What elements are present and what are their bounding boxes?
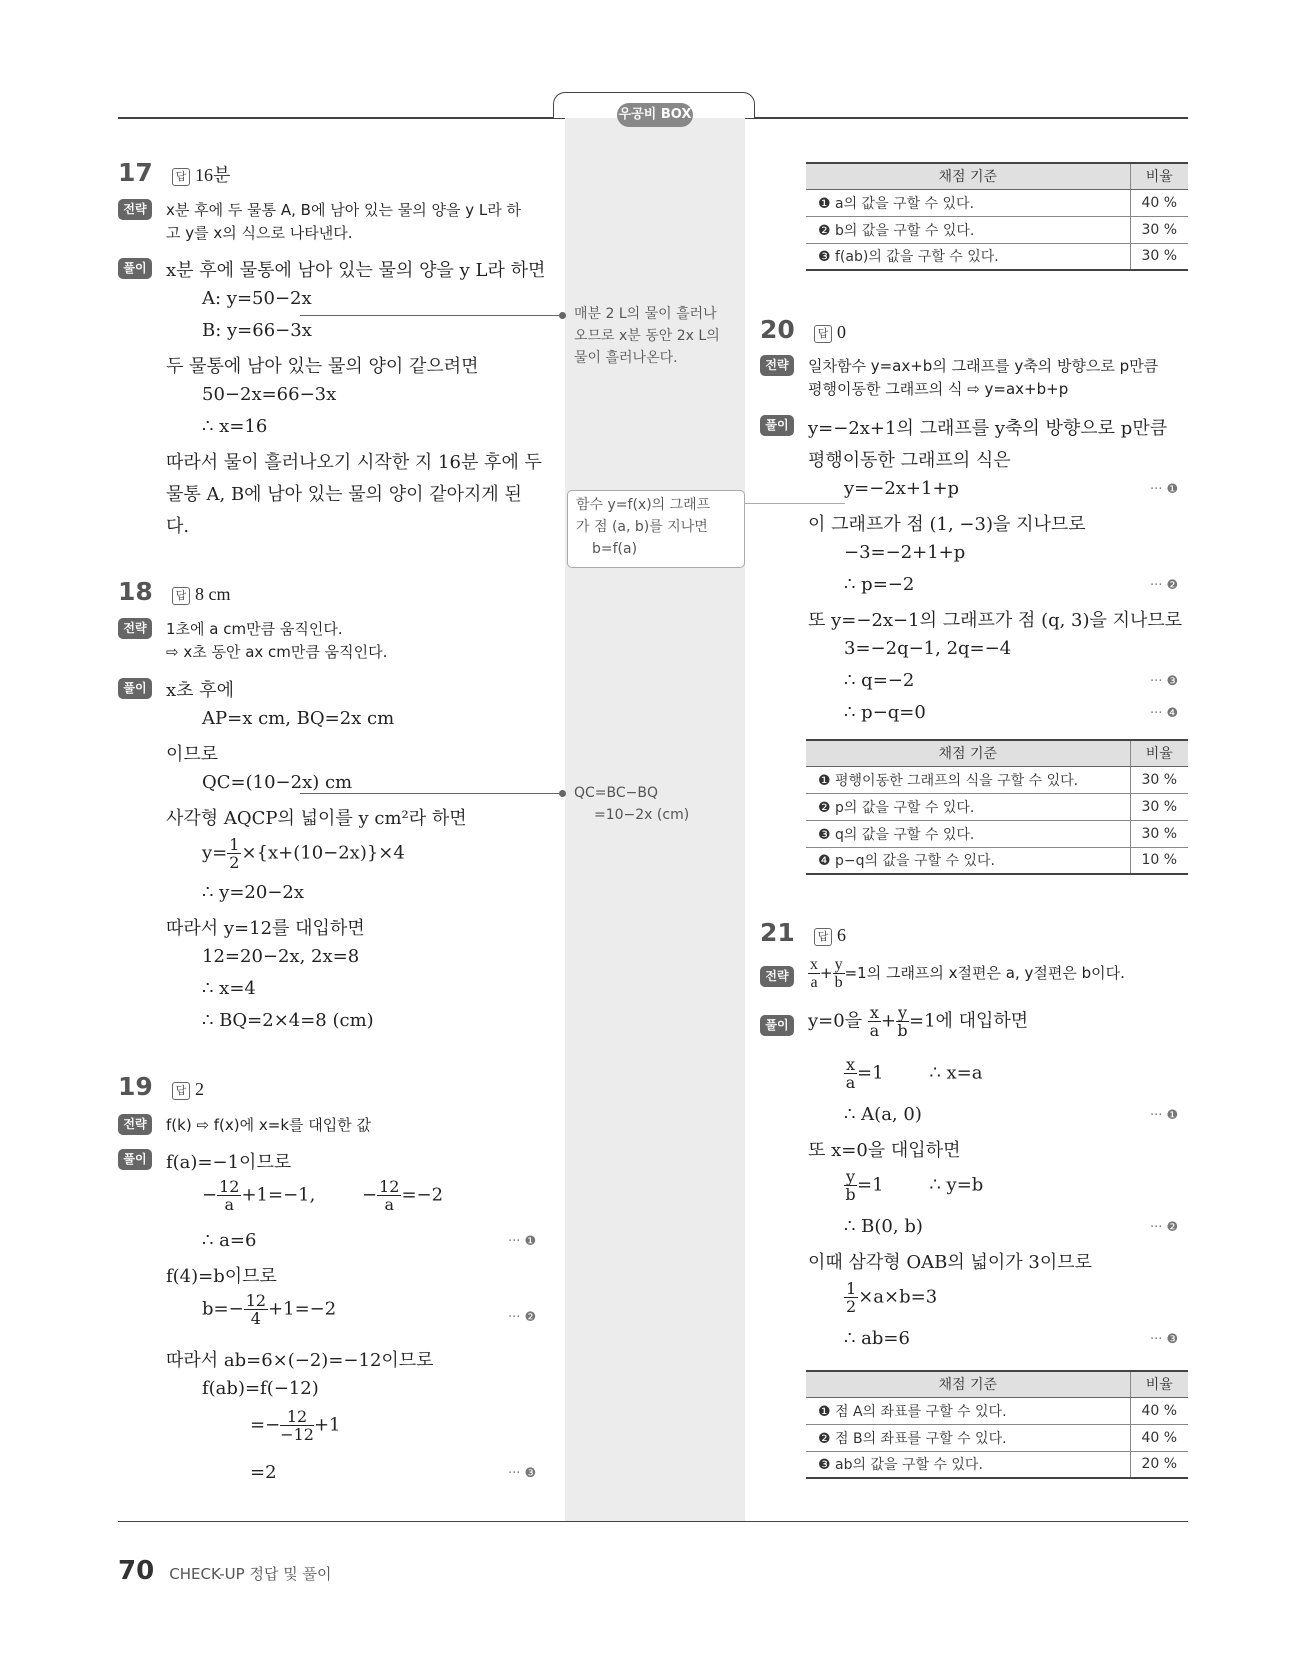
denominator: b	[834, 974, 843, 991]
criterion: ❸ q의 값을 구할 수 있다.	[806, 820, 1130, 847]
denominator: a	[224, 1195, 235, 1214]
page-number: 70	[118, 1556, 155, 1586]
tip-line: b=f(a)	[592, 541, 638, 557]
strategy-text: 고 y를 x의 식으로 나타낸다.	[166, 224, 353, 242]
solution-line: 이때 삼각형 OAB의 넓이가 3이므로	[808, 1252, 1092, 1273]
fraction	[227, 836, 241, 871]
problem-21-header	[760, 918, 846, 947]
solution-line: y=−2x+1의 그래프를 y축의 방향으로 p만큼	[808, 418, 1168, 439]
solution-line: ∴ x=4	[202, 978, 256, 999]
answer-value: 2	[194, 1079, 204, 1099]
tip-text	[576, 494, 710, 560]
criterion: ❸ f(ab)의 값을 구할 수 있다.	[806, 243, 1130, 270]
solution-line: =2	[250, 1462, 277, 1483]
solution-line: 따라서 y=12를 대입하면	[166, 918, 365, 939]
numerator: y	[897, 1003, 907, 1022]
ratio: 40 %	[1130, 189, 1188, 216]
equation	[844, 1056, 982, 1091]
strategy-suffix: =1의 그래프의 x절편은 a, y절편은 b이다.	[844, 964, 1125, 982]
equation	[844, 1280, 937, 1315]
denominator: −12	[280, 1425, 314, 1444]
criterion: ❶ 평행이동한 그래프의 식을 구할 수 있다.	[806, 766, 1130, 793]
fraction	[844, 1280, 858, 1315]
numerator: x	[810, 956, 818, 973]
side-note-line: 매분 2 L의 물이 흘러나	[574, 306, 717, 322]
answer-value: 0	[836, 322, 846, 342]
solution-badge: 풀이	[118, 678, 152, 699]
table-row	[806, 820, 1188, 847]
step-marker: ··· ❶	[1150, 1108, 1179, 1123]
strategy-badge: 전략	[118, 618, 152, 639]
expr-suffix: +1=−2	[268, 1298, 337, 1320]
solution-line: f(4)=b이므로	[166, 1266, 277, 1287]
solution-line: ∴ A(a, 0)	[844, 1104, 922, 1125]
column-header: 채점 기준	[806, 740, 1130, 766]
area-expression	[202, 836, 405, 871]
numerator: y	[846, 1167, 856, 1186]
grading-table-19	[806, 162, 1188, 271]
solution-line: 두 물통에 남아 있는 물의 양이 같으려면	[166, 356, 479, 377]
problem-17-header	[118, 158, 230, 187]
tip-connector	[745, 503, 845, 504]
book-title: CHECK-UP 정답 및 풀이	[169, 1565, 332, 1583]
ratio: 10 %	[1130, 847, 1188, 874]
criterion: ❶ a의 값을 구할 수 있다.	[806, 189, 1130, 216]
problem-18-header	[118, 577, 230, 606]
strategy-badge: 전략	[118, 1114, 152, 1135]
denominator: a	[845, 1073, 856, 1092]
solution-line: ∴ x=16	[202, 416, 268, 437]
fraction	[280, 1408, 314, 1443]
expr-prefix: =−	[250, 1414, 281, 1436]
grading-table-21	[806, 1370, 1188, 1479]
solution-line: ∴ B(0, b)	[844, 1216, 923, 1237]
answer-icon: 답	[172, 1082, 190, 1100]
side-note	[574, 303, 720, 369]
equation	[844, 1168, 983, 1203]
answer-icon: 답	[172, 168, 190, 186]
plus-sign: +	[880, 1010, 896, 1032]
ratio: 30 %	[1130, 243, 1188, 270]
side-note	[574, 782, 689, 826]
denominator: a	[384, 1195, 395, 1214]
expr-suffix: =−2	[401, 1184, 444, 1206]
step-marker: ··· ❸	[508, 1466, 537, 1481]
numerator: 12	[219, 1177, 240, 1196]
solution-line: y=−2x+1+p	[844, 478, 960, 499]
numerator: x	[869, 1003, 879, 1022]
answer-icon: 답	[814, 928, 832, 946]
denominator: a	[869, 1021, 880, 1040]
solution-line: 사각형 AQCP의 넓이를 y cm²라 하면	[166, 808, 467, 829]
solution-line: ∴ p=−2	[844, 574, 915, 595]
criterion: ❷ 점 B의 좌표를 구할 수 있다.	[806, 1424, 1130, 1451]
side-note-line: QC=BC−BQ	[574, 785, 659, 801]
minus-sign: −	[202, 1184, 218, 1206]
denominator: 2	[846, 1297, 857, 1316]
solution-line: 12=20−2x, 2x=8	[202, 946, 360, 967]
table-header	[806, 163, 1188, 189]
numerator: 1	[846, 1279, 857, 1298]
solution-line: B: y=66−3x	[202, 320, 312, 341]
grading-table-20	[806, 739, 1188, 875]
expr-suffix: ×{x+(10−2x)}×4	[241, 842, 405, 864]
step-marker: ··· ❷	[508, 1310, 537, 1325]
problem-number: 17	[118, 158, 153, 187]
sol-suffix: =1에 대입하면	[909, 1010, 1029, 1032]
fraction	[377, 1178, 401, 1213]
step-marker: ··· ❶	[1150, 482, 1179, 497]
column-header: 채점 기준	[806, 1371, 1130, 1397]
solution-line: 이 그래프가 점 (1, −3)을 지나므로	[808, 514, 1086, 535]
strategy-text: 평행이동한 그래프의 식 ⇨ y=ax+b+p	[808, 380, 1069, 398]
fraction	[808, 956, 820, 991]
solution-line: 이므로	[166, 744, 219, 765]
solution-line: x분 후에 물통에 남아 있는 물의 양을 y L라 하면	[166, 260, 546, 281]
strategy-text	[808, 956, 1125, 991]
problem-number: 18	[118, 577, 153, 606]
solution-line: 또 y=−2x−1의 그래프가 점 (q, 3)을 지나므로	[808, 610, 1183, 631]
side-note-line: 물이 흘러나온다.	[574, 350, 678, 366]
solution-line: 3=−2q−1, 2q=−4	[844, 638, 1012, 659]
strategy-text: 일차함수 y=ax+b의 그래프를 y축의 방향으로 p만큼	[808, 357, 1159, 375]
problem-20-header	[760, 315, 846, 344]
fraction	[896, 1004, 909, 1039]
numerator: y	[834, 956, 843, 973]
problem-19-header	[118, 1072, 204, 1101]
solution-line: 따라서 ab=6×(−2)=−12이므로	[166, 1350, 434, 1371]
solution-line: A: y=50−2x	[202, 288, 312, 309]
solution-badge: 풀이	[760, 1015, 794, 1036]
answer-icon: 답	[814, 325, 832, 343]
problem-number: 20	[760, 315, 795, 344]
table-row	[806, 243, 1188, 270]
solution-line: ∴ a=6	[202, 1230, 257, 1251]
fraction	[833, 956, 845, 991]
column-header: 채점 기준	[806, 163, 1130, 189]
solution-line: 평행이동한 그래프의 식은	[808, 450, 1011, 471]
criterion: ❷ p의 값을 구할 수 있다.	[806, 793, 1130, 820]
denominator: 2	[229, 853, 240, 872]
step-marker: ··· ❷	[1150, 578, 1179, 593]
tip-line: 함수 y=f(x)의 그래프	[576, 497, 711, 513]
table-header	[806, 740, 1188, 766]
solution-badge: 풀이	[118, 1149, 152, 1170]
ratio: 30 %	[1130, 216, 1188, 243]
footer	[118, 1556, 331, 1586]
solution-line: ∴ p−q=0	[844, 702, 926, 723]
strategy-badge: 전략	[118, 199, 152, 220]
ratio: 30 %	[1130, 820, 1188, 847]
denominator: b	[897, 1021, 908, 1040]
solution-line: −3=−2+1+p	[844, 542, 966, 563]
table-row	[806, 1397, 1188, 1424]
solution-line: 물통 A, B에 남아 있는 물의 양이 같아지게 된	[166, 484, 522, 505]
column-header: 비율	[1130, 1371, 1188, 1397]
solution-badge: 풀이	[760, 415, 794, 436]
note-connector	[300, 315, 562, 316]
ratio: 40 %	[1130, 1397, 1188, 1424]
fraction	[844, 1056, 857, 1091]
ratio: 20 %	[1130, 1451, 1188, 1478]
ratio: 40 %	[1130, 1424, 1188, 1451]
table-row	[806, 793, 1188, 820]
tip-line: 가 점 (a, b)를 지나면	[576, 519, 708, 535]
note-connector	[300, 793, 562, 794]
answer-value: 6	[836, 925, 846, 945]
column-header: 비율	[1130, 163, 1188, 189]
step-marker: ··· ❸	[1150, 1332, 1179, 1347]
solution-line: f(ab)=f(−12)	[202, 1378, 319, 1399]
step-marker: ··· ❷	[1150, 1220, 1179, 1235]
fraction	[868, 1004, 881, 1039]
denominator: 4	[250, 1309, 261, 1328]
strategy-text: ⇨ x초 동안 ax cm만큼 움직인다.	[166, 643, 388, 661]
criterion: ❶ 점 A의 좌표를 구할 수 있다.	[806, 1397, 1130, 1424]
numerator: x	[846, 1055, 856, 1074]
solution-line: ∴ ab=6	[844, 1328, 910, 1349]
solution-line: 또 x=0을 대입하면	[808, 1140, 961, 1161]
numerator: 1	[229, 835, 240, 854]
column-header: 비율	[1130, 740, 1188, 766]
strategy-text: 1초에 a cm만큼 움직인다.	[166, 620, 343, 638]
ratio: 30 %	[1130, 766, 1188, 793]
strategy-badge: 전략	[760, 355, 794, 376]
solution-line: x초 후에	[166, 680, 235, 701]
fraction	[844, 1168, 857, 1203]
step-marker: ··· ❸	[1150, 674, 1179, 689]
table-row	[806, 216, 1188, 243]
solution-line: AP=x cm, BQ=2x cm	[202, 708, 395, 729]
table-row	[806, 1451, 1188, 1478]
box-label: 우공비 BOX	[617, 103, 693, 127]
solution-line: ∴ q=−2	[844, 670, 915, 691]
step-marker: ··· ❶	[508, 1234, 537, 1249]
criterion: ❹ p−q의 값을 구할 수 있다.	[806, 847, 1130, 874]
fraction	[244, 1292, 268, 1327]
solution-line: 50−2x=66−3x	[202, 384, 337, 405]
note-dot	[559, 790, 566, 797]
side-note-line: 오므로 x분 동안 2x L의	[574, 328, 720, 344]
strategy-text: f(k) ⇨ f(x)에 x=k를 대입한 값	[166, 1116, 372, 1134]
fraction	[217, 1178, 241, 1213]
equation	[362, 1178, 443, 1213]
strategy-badge: 전략	[760, 966, 794, 987]
expr-suffix: +1	[313, 1414, 341, 1436]
expr-suffix: =1 ∴ y=b	[857, 1174, 984, 1196]
answer-value: 16분	[194, 165, 231, 185]
denominator: b	[845, 1185, 856, 1204]
numerator: 12	[379, 1177, 400, 1196]
table-row	[806, 189, 1188, 216]
solution-line: f(a)=−1이므로	[166, 1152, 292, 1173]
step-marker: ··· ❹	[1150, 706, 1179, 721]
expr-suffix: =1 ∴ x=a	[857, 1062, 983, 1084]
numerator: 12	[280, 1408, 314, 1426]
expr-prefix: b=−	[202, 1298, 244, 1320]
solution-line: QC=(10−2x) cm	[202, 772, 353, 793]
footer-rule	[118, 1521, 1188, 1522]
expr-suffix: +1=−1,	[241, 1184, 316, 1206]
equation	[202, 1178, 315, 1213]
equation	[250, 1408, 340, 1443]
criterion: ❸ ab의 값을 구할 수 있다.	[806, 1451, 1130, 1478]
answer-icon: 답	[172, 587, 190, 605]
table-header	[806, 1371, 1188, 1397]
table-row	[806, 1424, 1188, 1451]
problem-number: 21	[760, 918, 795, 947]
solution-line	[808, 1004, 1028, 1039]
solution-line: ∴ y=20−2x	[202, 882, 305, 903]
solution-line: 다.	[166, 516, 190, 537]
criterion: ❷ b의 값을 구할 수 있다.	[806, 216, 1130, 243]
table-row	[806, 766, 1188, 793]
minus-sign: −	[362, 1184, 378, 1206]
problem-number: 19	[118, 1072, 153, 1101]
denominator: a	[810, 974, 818, 991]
answer-value: 8 cm	[194, 584, 231, 604]
side-note-line: =10−2x (cm)	[594, 807, 690, 823]
expr-prefix: y=	[202, 842, 228, 864]
plus-sign: +	[820, 964, 833, 982]
solution-line: ∴ BQ=2×4=8 (cm)	[202, 1010, 374, 1031]
table-row	[806, 847, 1188, 874]
solution-line: 따라서 물이 흘러나오기 시작한 지 16분 후에 두	[166, 452, 542, 473]
ratio: 30 %	[1130, 793, 1188, 820]
sol-prefix: y=0을	[808, 1010, 863, 1032]
numerator: 12	[245, 1291, 267, 1310]
strategy-text: x분 후에 두 물통 A, B에 남아 있는 물의 양을 y L라 하	[166, 201, 521, 219]
equation	[202, 1292, 336, 1327]
solution-badge: 풀이	[118, 258, 152, 279]
expr-suffix: ×a×b=3	[858, 1286, 938, 1308]
note-dot	[559, 312, 566, 319]
